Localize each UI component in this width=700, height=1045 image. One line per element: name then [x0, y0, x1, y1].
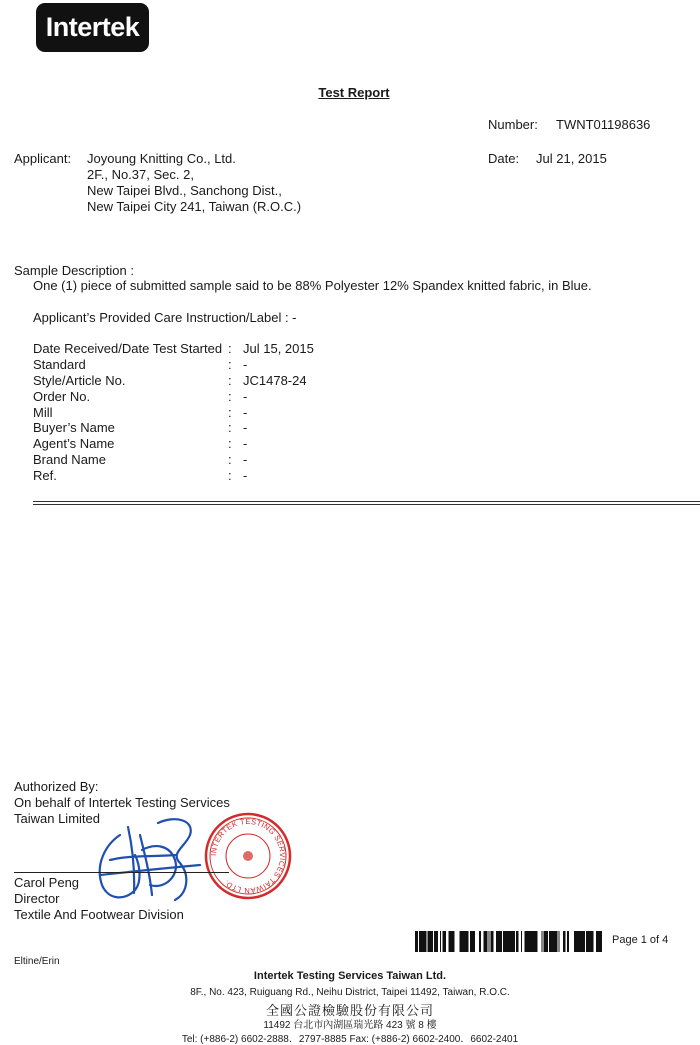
applicant-line: New Taipei City 241, Taiwan (R.O.C.): [87, 199, 302, 214]
detail-value: -: [243, 356, 248, 372]
date-label: Date:: [488, 151, 520, 166]
detail-value: -: [243, 404, 248, 420]
detail-colon: :: [228, 404, 232, 420]
seal-text: INTERTEK TESTING SERVICES TAIWAN LTD.: [208, 816, 288, 896]
detail-label: Buyer’s Name: [33, 420, 115, 436]
detail-value: -: [243, 388, 248, 404]
detail-label: Date Received/Date Test Started: [33, 341, 223, 356]
detail-value: -: [243, 436, 248, 452]
footer-company: Intertek Testing Services Taiwan Ltd.: [253, 970, 447, 982]
footer-address: 8F., No. 423, Ruiguang Rd., Neihu District, Taipei 11492, Taiwan, R.O.C.: [190, 987, 510, 998]
detail-value: JC1478-24: [243, 372, 307, 388]
auth-line: Authorized By:: [14, 779, 99, 794]
company-seal-stamp: [203, 811, 293, 901]
detail-colon: :: [228, 388, 232, 404]
report-title: Test Report: [318, 85, 390, 100]
signature-line: [14, 872, 229, 873]
detail-colon: :: [228, 356, 232, 372]
detail-row: [33, 341, 453, 357]
footer-contact: Tel: (+886-2) 6602-2888．2797-8885 Fax: (+886-2) 6602-2400．6602-2401: [181, 1034, 519, 1045]
care-instruction: Applicant’s Provided Care Instruction/Label : -: [33, 310, 297, 325]
auth-line: On behalf of Intertek Testing Services: [14, 794, 230, 810]
signer-block: [14, 875, 184, 922]
detail-label: Standard: [33, 356, 86, 372]
detail-row: [33, 357, 453, 373]
detail-colon: :: [228, 341, 232, 356]
detail-colon: :: [228, 452, 232, 468]
sample-description-label: Sample Description :: [14, 263, 134, 278]
detail-label: Order No.: [33, 388, 91, 404]
detail-label: Style/Article No.: [33, 372, 126, 388]
sample-description: One (1) piece of submitted sample said to be 88% Polyester 12% Spandex knitted fabric, in Blue.: [33, 278, 592, 293]
divider: [33, 501, 700, 502]
details-table: [33, 341, 453, 484]
applicant-line: New Taipei Blvd., Sanchong Dist.,: [87, 183, 282, 198]
detail-label: Mill: [33, 404, 53, 420]
signer-division: Textile And Footwear Division: [14, 906, 184, 922]
detail-value: Jul 15, 2015: [243, 341, 314, 356]
detail-value: -: [243, 452, 248, 468]
intertek-logo: [36, 3, 149, 52]
barcode-image: [415, 931, 602, 952]
page-number: Page 1 of 4: [612, 934, 669, 946]
signer-name: Carol Peng: [14, 875, 80, 890]
detail-row: [33, 420, 453, 436]
applicant-line: 2F., No.37, Sec. 2,: [87, 167, 194, 182]
detail-row: [33, 452, 453, 468]
detail-value: -: [243, 468, 248, 484]
date-value: Jul 21, 2015: [536, 151, 607, 166]
detail-label: Agent’s Name: [33, 436, 115, 452]
footer-address-cn: 11492 台北市內湖區瑞光路 423 號 8 樓: [263, 1020, 437, 1031]
detail-row: [33, 405, 453, 421]
logo-text: Intertek: [45, 12, 140, 42]
detail-colon: :: [228, 468, 232, 484]
auth-line: Taiwan Limited: [14, 810, 100, 826]
preparer-initials: Eltine/Erin: [14, 956, 60, 967]
detail-row: [33, 436, 453, 452]
detail-row: [33, 373, 453, 389]
detail-colon: :: [228, 420, 232, 436]
applicant-label: Applicant:: [14, 151, 72, 166]
divider: [33, 504, 700, 505]
detail-value: -: [243, 420, 248, 436]
detail-colon: :: [228, 436, 232, 452]
detail-colon: :: [228, 372, 232, 388]
number-value: TWNT01198636: [556, 117, 651, 132]
detail-row: [33, 389, 453, 405]
report-number: [488, 117, 650, 132]
detail-label: Brand Name: [33, 452, 106, 468]
signer-title: Director: [14, 890, 60, 906]
report-date: [488, 151, 607, 166]
detail-label: Ref.: [33, 468, 57, 484]
number-label: Number:: [488, 117, 538, 132]
applicant-line: Joyoung Knitting Co., Ltd.: [87, 151, 236, 166]
footer-company-cn: 全國公證檢驗股份有限公司: [265, 1004, 434, 1019]
detail-row: [33, 468, 453, 484]
